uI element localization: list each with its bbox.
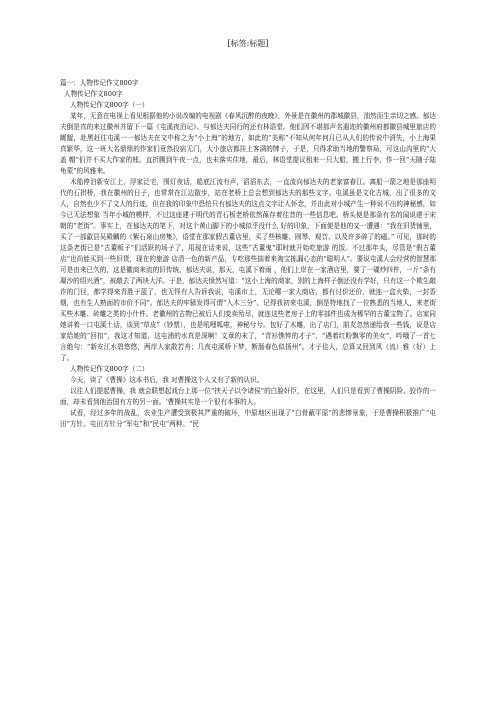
part-two-paragraph: 以往人们提起曹操，我 就会联想起戏台上那一位“挟天子以令诸侯”的白脸奸臣，在这里，人们只是看到了曹操阴险、狡诈的一面，却未看到他治国有方的另一面。‘曹操其实是一个很有本事的人。: [60, 387, 436, 406]
part-one-paragraph: 木船停泊新安江上，浮家泛宅，围灯夜话，船底江流有声，滔滔东去，一直流向郁达夫的老家富春江。离船一箭之地是那座明代的石拱桥，我在徽州的日子，也常常在江边散步，站在老桥上总会想到郁达夫的那些文字。屯溪虽是文化古城，出了很多的文人，自然也少不了文人的行迹，但在我的印象中恐怕只有郁达夫的这点文字让人怀念，并由此对小城产生一种说不出的神秘感，如今已无法想象 当年小城的模样，不过这座建于明代的青石板老桥依然葆存着往昔的一些信息吧。桥头便是那条有名的闻说建于宋朝的“老街”。事实上，在郁达夫的笔下，对这个黄山脚下的小城似乎没什么 好的印象，下面便是他的又一遭遇：“我在旧货铺里，买了一部歙县吴殿麟的《紫石泉山房集》，语堂在那家假古董店里，买了些核雕、圆琴、观音、以及许多碎了的磁。” 可见，那时的这条老街已是“古董贩子”们活跃的场子了，用现在话来说，这些“古董鬼”耶时就开始吃旅游 的饭。不过那年头，尽管是“假古董店”也尚能买到一些旧货，现在的旅游 店清一色的新产品，专吃那些揣着来淘宝拣漏心态的“聪明人”。要说屯溪人会经营的智慧那可是由来已久的，这是徽商来流的旧传统，郁达夫说，那天，屯溪下着雨 ，他们上岸在一家酒店里，要了一碟炒四件，一斤“条有凝沙的绍兴酒”，被敲去了两块大洋。于是，郁达夫愤然写道：“这小上海的商家，别的上海样子倒还没有学好，只有这一个欺生敲诈的门径，都学得来青胜于蓝了，也无怪有人告诉我说，屯溪市上，无论哪一家大商店，都有讨价还价，就连一盒火柴，一封香烟，也有生人熟面的市价不同”。郁达夫的牢骚发得可谓“入木三分”。记得我初来屯溪，倒是特地找了一位熟悉的当地人，来老街买些木雕、砖雕之类的小什件。老徽州的古物已被后人们变卖殆尽，就连这些老房子上的零部件也成为稀罕的古董宝物了。店家同她讲着一口屯溪土话，谈到“草皮”（钞票），也是吼哩呱啦，神秘兮兮。包好了木雕，出了店门，朋友忽然递给我一些钱，说是店家给她的“回扣”，我这才知道，这屯浦的水真是深啊！文章的末了，“青衫憔悴的才子”，“遇着红粉飘零的美女”，吟哦了一首七言绝句：“新安江水碧悠悠，两岸人家散若舟；几夜屯溪桥下梦，断肠春色似扬州”。才子佳人，总算又回到风（流）雅（好）上了。: [60, 178, 436, 362]
document-subtitle: 人物传记作文800字: [64, 90, 123, 98]
document-tag-title: [标签:标题]: [227, 39, 269, 48]
part-two-paragraph: 试看，经过多年的战乱，农业生产遭受到极其严重的破坏，中原地区出现了“白骨蔽平原”的悲惨景象，于是曹操积极推广“屯田”方针。屯田方针分“军屯”和“民屯”两种。“民: [60, 409, 436, 428]
part-two-heading: 人物传记作文800字（二）: [70, 365, 149, 373]
part-two-paragraph: 今天，读了《曹操》这本书后，我 对曹操这个人又有了新的认识。: [70, 376, 264, 384]
section-title: 篇一：人物传记作文800字: [60, 79, 139, 87]
part-one-heading: 人物传记作文800字（一）: [70, 101, 149, 109]
part-one-paragraph: 某年，无意在电视上看见根据他的小说改编的电视剧《春风沉醉的夜晚》，外景是在徽州的郡城徽县，油然而生亲切之感。郁达夫倒是真的来过徽州并留下一篇《屯溪夜泊记》。与郁达夫同行的还有林语堂。他们因不堪那声名遐迩的徽州府都徽县城里旅店的龌龊，赴黑赶往屯溪一一郁达夫在文中称之为“小上海”的地方，如此的“美称”不知从何年何月已从人们的传说中消失，小上海果真繁华，这一班大名鼎鼎的作家们竟然投宿无门，大小旅店都挂上客满的牌子，于是，只得求助当地的警察局，可这山沟里的“大 盖 帽”们并不买大作家的账。直折腾到午夜一点，也未落实住地，最后，林语堂提议租来一只大船，搬上行李，作一回“天随子陆龟蒙”的风雅来。: [60, 112, 436, 175]
